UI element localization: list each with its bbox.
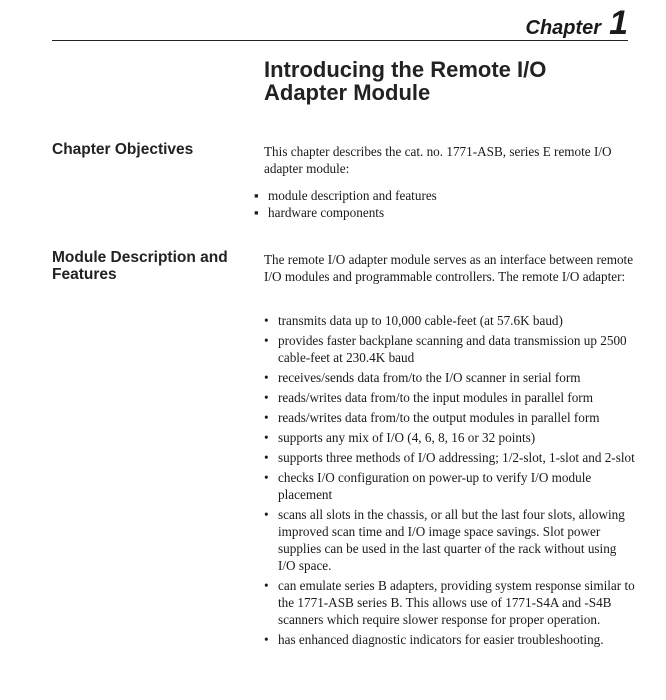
list-item-text: module description and features xyxy=(268,188,437,203)
list-item-text: receives/sends data from/to the I/O scanner in serial form xyxy=(278,370,581,385)
list-item xyxy=(264,389,636,406)
list-item-text: hardware components xyxy=(268,205,385,220)
chapter-title-line-1: Introducing the Remote I/O xyxy=(264,57,547,82)
objectives-list xyxy=(254,187,644,221)
round-bullet-icon: • xyxy=(264,370,269,385)
square-bullet-icon: ▪ xyxy=(254,205,259,220)
features-intro: The remote I/O adapter module serves as an interface between remote I/O modules and programmable controllers. The remote I/O adapter: xyxy=(264,252,634,284)
list-item xyxy=(254,187,644,204)
list-item xyxy=(254,204,644,221)
list-item-text: can emulate series B adapters, providing system response similar to the 1771-ASB series B. This allows use of 1771-S4A and -S4B scanners which require slower response for proper operation. xyxy=(278,578,635,627)
features-list xyxy=(264,312,636,651)
chapter-label: Chapter xyxy=(525,17,602,39)
round-bullet-icon: • xyxy=(264,390,269,405)
square-bullet-icon: ▪ xyxy=(254,188,259,203)
list-item xyxy=(264,409,636,426)
list-item-text: provides faster backplane scanning and data transmission up 2500 cable-feet at 230.4K baud xyxy=(278,333,627,365)
list-item xyxy=(264,369,636,386)
round-bullet-icon: • xyxy=(264,450,269,465)
features-heading: Module Description and Features xyxy=(52,249,228,283)
round-bullet-icon: • xyxy=(264,430,269,445)
list-item-text: supports three methods of I/O addressing; 1/2-slot, 1-slot and 2-slot xyxy=(278,450,635,465)
list-item-text: has enhanced diagnostic indicators for easier troubleshooting. xyxy=(278,632,604,647)
objectives-heading: Chapter Objectives xyxy=(52,141,194,158)
round-bullet-icon: • xyxy=(264,333,269,348)
list-item-text: supports any mix of I/O (4, 6, 8, 16 or 32 points) xyxy=(278,430,536,445)
round-bullet-icon: • xyxy=(264,632,269,647)
round-bullet-icon: • xyxy=(264,507,269,522)
round-bullet-icon: • xyxy=(264,470,269,485)
list-item xyxy=(264,506,636,574)
list-item xyxy=(264,429,636,446)
round-bullet-icon: • xyxy=(264,313,269,328)
list-item xyxy=(264,449,636,466)
list-item xyxy=(264,312,636,329)
list-item-text: scans all slots in the chassis, or all but the last four slots, allowing improved scan time and I/O image space savings. Slot power supplies can be used in the last quarter of the rack without using I/O space. xyxy=(278,507,625,573)
list-item-text: reads/writes data from/to the output modules in parallel form xyxy=(278,410,600,425)
list-item-text: reads/writes data from/to the input modules in parallel form xyxy=(278,390,593,405)
list-item xyxy=(264,332,636,366)
header-rule xyxy=(52,40,628,41)
list-item xyxy=(264,469,636,503)
list-item-text: checks I/O configuration on power-up to verify I/O module placement xyxy=(278,470,592,502)
chapter-title-line-2: Adapter Module xyxy=(264,80,431,105)
chapter-header xyxy=(0,4,628,42)
round-bullet-icon: • xyxy=(264,578,269,593)
round-bullet-icon: • xyxy=(264,410,269,425)
chapter-number: 1 xyxy=(609,4,628,42)
objectives-intro: This chapter describes the cat. no. 1771-ASB, series E remote I/O adapter module: xyxy=(264,144,612,176)
list-item-text: transmits data up to 10,000 cable-feet (at 57.6K baud) xyxy=(278,313,563,328)
list-item xyxy=(264,577,636,628)
list-item xyxy=(264,631,636,648)
chapter-title xyxy=(264,58,644,104)
